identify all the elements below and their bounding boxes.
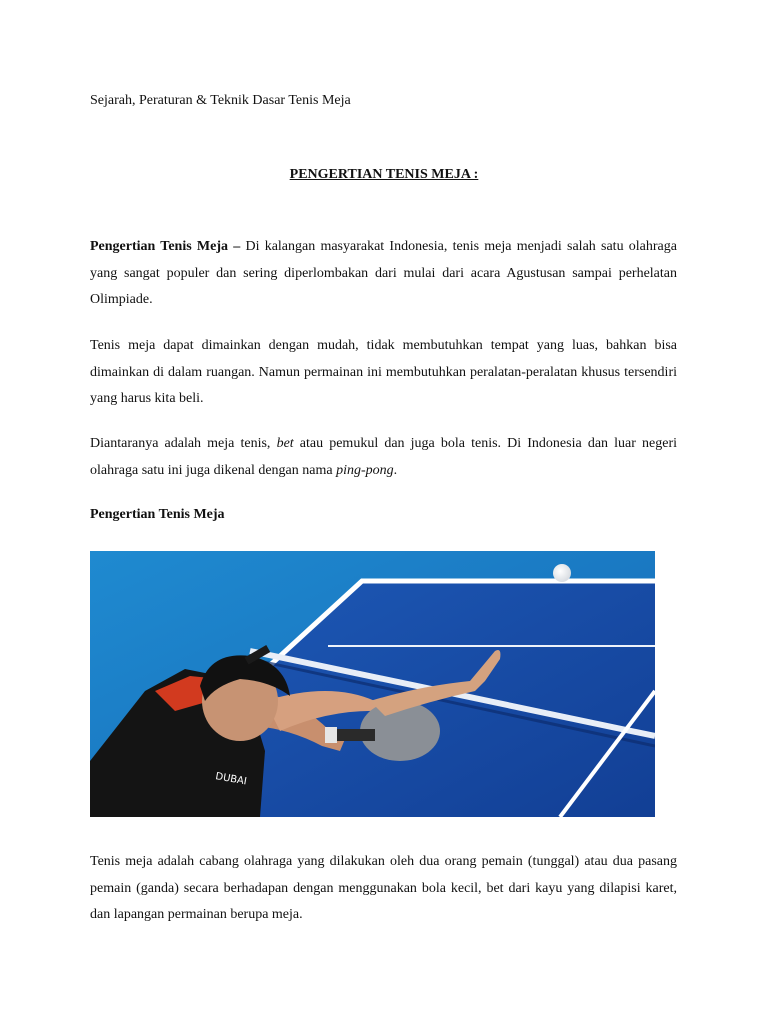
table-tennis-photo [90, 551, 655, 817]
paragraph-equipment [90, 431, 677, 484]
paragraph-playability: Tenis meja dapat dimainkan dengan mudah, tidak membutuhkan tempat yang luas, bahkan bisa dimainkan di dalam ruangan. Namun permainan ini membutuhkan peralatan-peralatan khusus tersendiri yang harus kita beli. [90, 338, 677, 406]
paragraph-intro [90, 234, 677, 314]
document-header: Sejarah, Peraturan & Teknik Dasar Tenis Meja [90, 93, 351, 108]
paragraph-equipment-em-bet: bet [276, 436, 294, 451]
paragraph-equipment-c: . [393, 462, 398, 478]
subheading: Pengertian Tenis Meja [90, 507, 225, 522]
paragraph-definition: Tenis meja adalah cabang olahraga yang dilakukan oleh dua orang pemain (tunggal) atau dua pasang pemain (ganda) secara berhadapan dengan menggunakan bola kecil, bet dari kayu yang dilapisi karet, dan lapangan permainan berupa meja. [90, 854, 677, 922]
paragraph-intro-text: Di kalangan masyarakat Indonesia, tenis meja menjadi salah satu olahraga yang sangat populer dan sering diperlombakan dari mulai dari acara Agustusan sampai perhelatan Olimpiade. [90, 239, 677, 307]
paragraph-equipment-a: Diantaranya adalah meja tenis, [90, 436, 277, 451]
paragraph-intro-lead: Pengertian Tenis Meja – [90, 239, 241, 254]
photo-shirt-text: DUBAI [214, 771, 248, 788]
table-tennis-photo-illustration [90, 551, 655, 817]
section-title-text: PENGERTIAN TENIS MEJA : [289, 167, 479, 182]
paragraph-equipment-em-pingpong: ping-pong [336, 462, 394, 478]
paragraph-equipment-b: atau pemukul dan juga bola tenis. Di Indonesia dan luar negeri olahraga satu ini juga dikenal dengan nama [90, 436, 678, 478]
section-title [0, 167, 768, 183]
